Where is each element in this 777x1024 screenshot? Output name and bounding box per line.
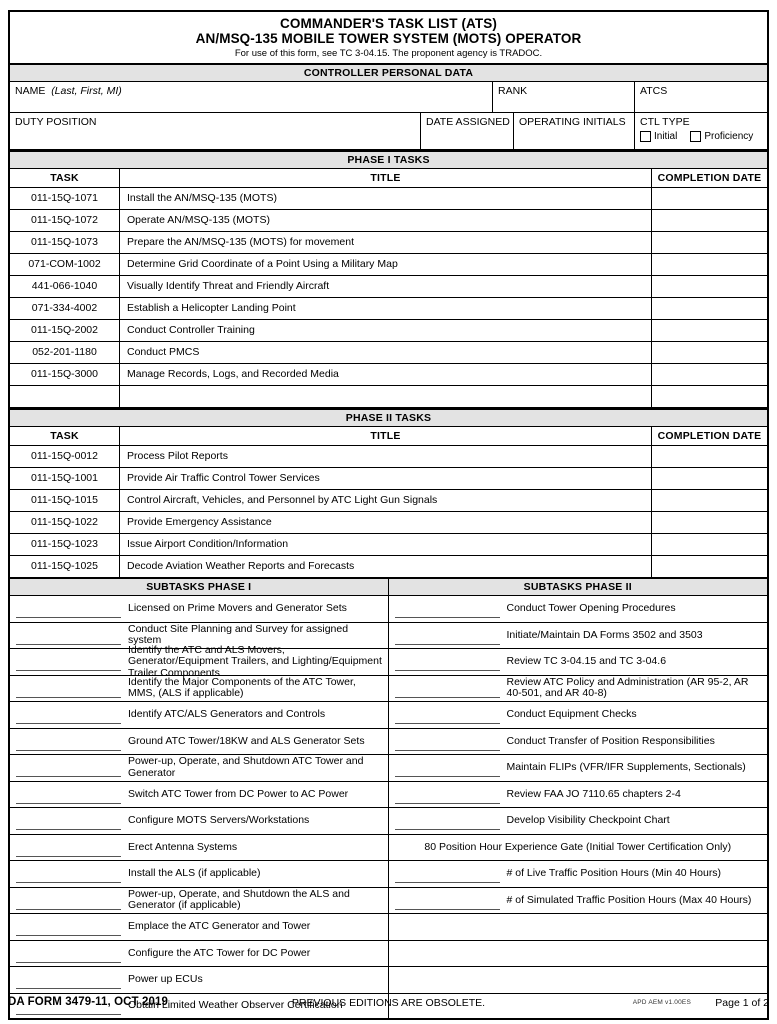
task-number-cell: 011-15Q-1023 [10,534,120,555]
subtask-row [389,888,768,915]
task-number-cell: 011-15Q-1072 [10,210,120,231]
subtask-row [10,941,388,968]
table-row [10,468,767,490]
form-frame [8,10,769,1020]
task-title-cell: Provide Air Traffic Control Tower Services [120,468,652,489]
rank-label: RANK [498,85,528,97]
subtask-label: Configure MOTS Servers/Workstations [128,814,310,826]
subtask-signoff-line[interactable] [16,713,121,724]
subtask-label: Power up ECUs [128,973,203,985]
date-assigned-label: DATE ASSIGNED [426,116,510,128]
subtask-row [389,861,768,888]
subtask-row [10,702,388,729]
task-title-cell: Establish a Helicopter Landing Point [120,298,652,319]
table-row [10,556,767,579]
subtask-signoff-line[interactable] [395,660,500,671]
subtask-signoff-line[interactable] [16,687,121,698]
completion-date-cell[interactable] [652,364,767,385]
subtasks-phase2-column [389,596,768,1020]
subtask-row [10,835,388,862]
completion-date-cell[interactable] [652,468,767,489]
subtask-signoff-line[interactable] [16,846,121,857]
subtask-label: Initiate/Maintain DA Forms 3502 and 3503 [506,628,703,641]
phase2-banner: PHASE II TASKS [10,409,767,427]
subtask-row [389,835,768,862]
subtask-row [389,967,768,994]
personal-data-row-2 [10,113,767,151]
subtask-signoff-line[interactable] [16,634,121,645]
task-number-cell: 011-15Q-1022 [10,512,120,533]
task-title-cell: Provide Emergency Assistance [120,512,652,533]
table-row [10,446,767,468]
subtask-row [10,782,388,809]
form-number: DA FORM 3479-11, OCT 2019 [8,996,168,1008]
subtask-signoff-line[interactable] [16,872,121,883]
subtask-row [10,755,388,782]
subtask-label: # of Simulated Traffic Position Hours (Max 40 Hours) [506,893,752,906]
phase2-table-header [10,427,767,446]
task-number-cell: 071-COM-1002 [10,254,120,275]
page-indicator: Page 1 of 2 [715,997,769,1009]
completion-date-cell[interactable] [652,386,767,407]
table-row [10,512,767,534]
subtask-label: Identify the Major Components of the ATC Tower, MMS, (ALS if applicable) [128,675,356,700]
subtask-signoff-line[interactable] [16,899,121,910]
subtask-row [10,888,388,915]
table-row [10,490,767,512]
operating-initials-field[interactable] [514,113,635,149]
phase1-header-task: TASK [10,169,120,187]
ctl-option-proficiency-label: Proficiency [704,131,754,142]
subtask-row [389,623,768,650]
name-label: NAME [15,85,46,97]
subtask-signoff-line[interactable] [395,687,500,698]
task-number-cell: 011-15Q-1015 [10,490,120,511]
subtask-signoff-line[interactable] [16,740,121,751]
completion-date-cell[interactable] [652,320,767,341]
atcs-label: ATCS [640,85,668,97]
checkbox-proficiency-icon[interactable] [690,131,701,142]
task-number-cell: 011-15Q-1001 [10,468,120,489]
subtask-row [389,729,768,756]
subtask-row [389,808,768,835]
completion-date-cell[interactable] [652,254,767,275]
subtask-row [10,967,388,994]
table-row [10,232,767,254]
form-subtitle: For use of this form, see TC 3-04.15. The proponent agency is TRADOC. [234,48,543,59]
subtask-row [389,596,768,623]
subtask-signoff-line[interactable] [395,607,500,618]
personal-data-row-1 [10,82,767,113]
subtask-row [389,676,768,703]
duty-position-field[interactable] [10,113,421,149]
subtask-label: 80 Position Hour Experience Gate (Initial Tower Certification Only) [424,840,732,853]
phase1-table-header [10,169,767,188]
phase1-header-completion-date: COMPLETION DATE [657,172,762,184]
form-title-line-1: COMMANDER'S TASK LIST (ATS) [280,16,497,31]
subtask-signoff-line[interactable] [395,713,500,724]
subtasks-phase1-banner: SUBTASKS PHASE I [10,579,389,595]
task-number-cell: 011-15Q-0012 [10,446,120,467]
ctl-option-proficiency[interactable] [690,131,753,142]
table-row [10,364,767,386]
completion-date-cell[interactable] [652,188,767,209]
subtask-signoff-line[interactable] [16,660,121,671]
task-title-cell: Visually Identify Threat and Friendly Aircraft [120,276,652,297]
completion-date-cell[interactable] [652,232,767,253]
phase2-header-task: TASK [10,427,120,445]
subtask-row [10,643,388,679]
date-assigned-field[interactable] [421,113,514,149]
phase1-banner: PHASE I TASKS [10,151,767,169]
apd-version: APD AEM v1.00ES [632,999,691,1006]
subtask-label: Power-up, Operate, and Shutdown the ALS and Generator (if applicable) [128,887,350,912]
table-row [10,210,767,232]
name-hint: (Last, First, MI) [51,85,122,97]
subtask-label: Identify ATC/ALS Generators and Controls [128,708,326,720]
subtask-label: Review TC 3-04.15 and TC 3-04.6 [506,655,667,667]
subtask-row [389,702,768,729]
subtask-label: Review ATC Policy and Administration (AR 95-2, AR 40-501, and AR 40-8) [506,675,749,700]
subtask-row [10,861,388,888]
task-number-cell: 011-15Q-1073 [10,232,120,253]
table-row [10,534,767,556]
table-row [10,342,767,364]
phase2-table-body [10,446,767,579]
subtasks-phase1-column [10,596,389,1020]
subtask-label: Switch ATC Tower from DC Power to AC Power [128,787,349,800]
subtask-label: Review FAA JO 7110.65 chapters 2-4 [506,787,681,800]
subtask-row [389,649,768,676]
task-number-cell [10,386,120,407]
subtask-label: Erect Antenna Systems [128,840,238,853]
subtask-label: Conduct Transfer of Position Responsibilities [506,734,715,747]
task-title-cell: Process Pilot Reports [120,446,652,467]
form-title-block [10,12,767,65]
atcs-field[interactable] [635,82,767,112]
subtasks-banner-row [10,579,767,596]
subtask-signoff-line[interactable] [16,766,121,777]
phase2-header-completion-date: COMPLETION DATE [657,430,762,442]
task-number-cell: 071-334-4002 [10,298,120,319]
form-footer [8,996,769,1016]
subtask-signoff-line[interactable] [16,607,121,618]
task-number-cell: 011-15Q-1025 [10,556,120,577]
task-title-cell: Decode Aviation Weather Reports and Forecasts [120,556,652,577]
table-row [10,320,767,342]
completion-date-cell[interactable] [652,298,767,319]
subtask-label: Ground ATC Tower/18KW and ALS Generator Sets [128,734,365,747]
ctl-type-field [635,113,767,149]
checkbox-initial-icon[interactable] [640,131,651,142]
duty-position-label: DUTY POSITION [15,116,97,128]
name-field[interactable] [10,82,493,112]
phase1-table-body [10,188,767,409]
subtask-signoff-line[interactable] [16,819,121,830]
subtask-signoff-line[interactable] [395,634,500,645]
subtask-signoff-line[interactable] [16,793,121,804]
completion-date-cell[interactable] [652,276,767,297]
subtask-label: Conduct Site Planning and Survey for assigned system [128,622,349,647]
subtask-row [10,729,388,756]
subtask-signoff-line[interactable] [395,793,500,804]
table-row [10,188,767,210]
table-row [10,386,767,409]
task-title-cell: Conduct Controller Training [120,320,652,341]
subtask-label: Licensed on Prime Movers and Generator Sets [128,602,347,614]
previous-editions-note: PREVIOUS EDITIONS ARE OBSOLETE. [291,997,486,1009]
task-title-cell: Issue Airport Condition/Information [120,534,652,555]
subtask-signoff-line[interactable] [395,740,500,751]
completion-date-cell[interactable] [652,342,767,363]
table-row [10,254,767,276]
task-title-cell: Prepare the AN/MSQ-135 (MOTS) for movement [120,232,652,253]
task-title-cell: Install the AN/MSQ-135 (MOTS) [120,188,652,209]
task-title-cell: Operate AN/MSQ-135 (MOTS) [120,210,652,231]
phase1-header-title: TITLE [120,169,652,187]
subtask-row [10,914,388,941]
completion-date-cell[interactable] [652,446,767,467]
task-title-cell: Control Aircraft, Vehicles, and Personnel by ATC Light Gun Signals [120,490,652,511]
subtask-label: Maintain FLIPs (VFR/IFR Supplements, Sectionals) [506,761,746,773]
phase2-header-title: TITLE [120,427,652,445]
subtask-label: Power-up, Operate, and Shutdown ATC Tower and Generator [128,755,364,779]
controller-personal-data-banner: CONTROLLER PERSONAL DATA [10,65,767,82]
task-title-cell: Manage Records, Logs, and Recorded Media [120,364,652,385]
subtask-row [10,808,388,835]
ctl-type-options [640,131,763,142]
completion-date-cell[interactable] [652,210,767,231]
task-number-cell: 011-15Q-2002 [10,320,120,341]
subtask-label: Conduct Tower Opening Procedures [506,602,676,614]
completion-date-cell[interactable] [652,512,767,533]
subtask-label: Obtain Limited Weather Observer Certification [128,999,343,1011]
subtask-label: Install the ALS (if applicable) [128,867,261,879]
subtask-label: Identify the ATC and ALS Movers, Generator/Equipment Trailers, and Lighting/Equipment Trailer Components [128,643,382,679]
task-title-cell: Determine Grid Coordinate of a Point Using a Military Map [120,254,652,275]
task-number-cell: 011-15Q-3000 [10,364,120,385]
subtask-signoff-line[interactable] [395,819,500,830]
subtask-signoff-line[interactable] [16,978,121,989]
subtask-row [389,755,768,782]
task-number-cell: 011-15Q-1071 [10,188,120,209]
subtask-label: # of Live Traffic Position Hours (Min 40 Hours) [506,867,722,879]
ctl-option-initial-label: Initial [654,131,678,142]
subtask-row [10,596,388,623]
subtask-signoff-line[interactable] [395,899,500,910]
subtask-row [389,782,768,809]
task-title-cell [120,386,652,407]
subtask-label: Configure the ATC Tower for DC Power [128,946,311,959]
ctl-option-initial[interactable] [640,131,677,142]
task-number-cell: 441-066-1040 [10,276,120,297]
table-row [10,276,767,298]
completion-date-cell[interactable] [652,534,767,555]
task-title-cell: Conduct PMCS [120,342,652,363]
subtask-signoff-line[interactable] [395,872,500,883]
subtask-label: Emplace the ATC Generator and Tower [128,920,311,932]
task-number-cell: 052-201-1180 [10,342,120,363]
subtask-row [389,914,768,941]
subtask-label: Develop Visibility Checkpoint Chart [506,814,670,826]
subtask-signoff-line[interactable] [395,766,500,777]
form-title-line-2: AN/MSQ-135 MOBILE TOWER SYSTEM (MOTS) OPERATOR [195,31,582,46]
rank-field[interactable] [493,82,635,112]
table-row [10,298,767,320]
ctl-type-label: CTL TYPE [640,116,690,128]
subtasks-phase2-banner: SUBTASKS PHASE II [523,581,632,593]
completion-date-cell[interactable] [652,556,767,577]
subtask-signoff-line[interactable] [16,952,121,963]
subtask-label: Conduct Equipment Checks [506,708,637,720]
completion-date-cell[interactable] [652,490,767,511]
subtask-row [389,941,768,968]
subtask-row [10,676,388,703]
subtask-signoff-line[interactable] [16,925,121,936]
operating-initials-label: OPERATING INITIALS [519,116,626,128]
subtasks-wrapper [10,596,767,1020]
